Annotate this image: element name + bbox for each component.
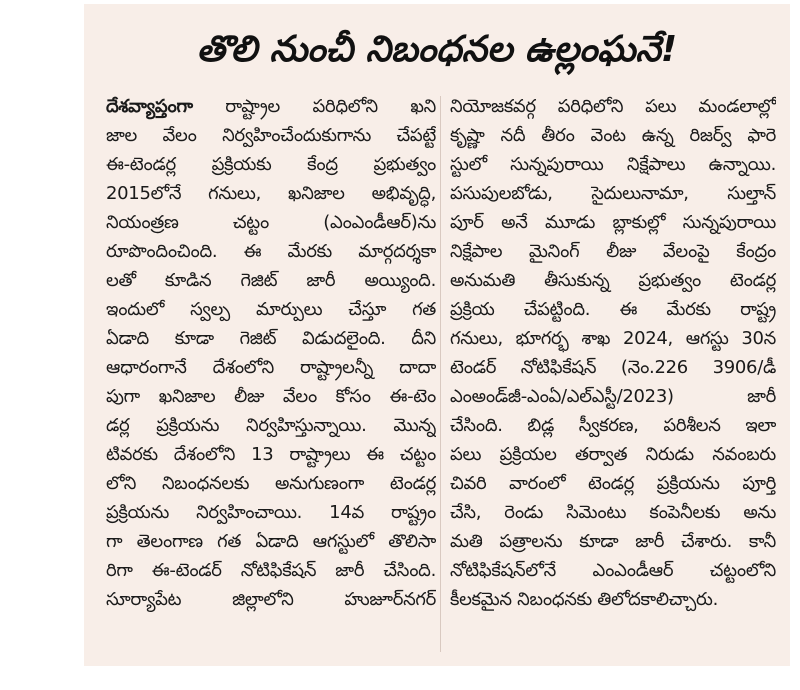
article-line: పసుపులబోడు, సైదులునామా, సుల్తాన్ [450,183,776,204]
article-line: చేసింది. బిడ్ల స్వీకరణ, పరిశీలన ఇలా [450,415,776,436]
article-line: 2015లోనే గనులు, ఖనిజాల అభివృద్ధి, [106,183,436,204]
article-line: ప్రక్రియను నిర్వహించాయి. 14వ రాష్ట్రం [106,502,436,523]
article-line: చివరి వారంలో టెండర్ల ప్రక్రియను పూర్తి [450,473,776,494]
article-line: నియోజకవర్గ పరిధిలోని పలు మండలాల్లో [450,96,776,117]
article-line: రిగా ఈ-టెండర్ నోటిఫికేషన్ జారీ చేసింది. [106,560,436,581]
article-line: ఇందులో స్వల్ప మార్పులు చేస్తూ గత [106,299,436,320]
article-line: ప్రక్రియ చేపట్టింది. ఈ మేరకు రాష్ట్ర [450,299,776,320]
article-line: డర్ల ప్రక్రియను నిర్వహిస్తున్నాయి. మొన్న [106,415,436,436]
article-line: చేసి, రెండు సిమెంటు కంపెనీలకు అను [450,502,776,523]
article-line: ఈ-టెండర్ల ప్రక్రియకు కేంద్ర ప్రభుత్వం [106,154,436,175]
article-line: రూపొందించింది. ఈ మేరకు మార్గదర్శకా [106,241,436,262]
article-line: ఏడాది కూడా గెజిట్ విడుదలైంది. దీని [106,328,436,349]
article-line: పలు ప్రక్రియల తర్వాత నిరుడు నవంబరు [450,444,776,465]
article-line: టెండర్ నోటిఫికేషన్ (నెం.226 3906/డీ [450,357,776,378]
article-line: కృష్ణా నదీ తీరం వెంట ఉన్న రిజర్వ్ ఫారె [450,125,776,146]
column-divider [440,96,441,652]
article-line: స్టులో సున్నపురాయి నిక్షేపాలు ఉన్నాయి. [450,154,776,175]
article-line: లతో కూడిన గెజిట్ జారీ అయ్యింది. [106,270,436,291]
lead-word: దేశవ్యాప్తంగా [106,96,193,117]
article-line: జాల వేలం నిర్వహించేందుకుగాను చేపట్టే [106,125,436,146]
article-line: మతి పత్రాలను కూడా జారీ చేశారు. కానీ [450,531,776,552]
article-line: కీలకమైన నిబంధనకు తిలోదకాలిచ్చారు. [450,589,718,610]
lead-line-rest: రాష్ట్రాల పరిధిలోని ఖని [225,96,436,117]
article-line: నియంత్రణ చట్టం (ఎంఎండీఆర్)ను [106,212,436,233]
article-line: పుగా ఖనిజాల లీజు వేలం కోసం ఈ-టెం [106,386,436,407]
article-line: సూర్యాపేట జిల్లాలోని హుజూర్‌నగర్ [106,589,436,610]
article-line: నోటిఫికేషన్‌లోనే ఎంఎండీఆర్ చట్టంలోని [450,560,776,581]
news-clipping [84,4,790,666]
article-line: టివరకు దేశంలోని 13 రాష్ట్రాలు ఈ చట్టం [106,444,436,465]
article-line: ఆధారంగానే దేశంలోని రాష్ట్రాలన్నీ దాదా [106,357,436,378]
article-line: నిక్షేపాల మైనింగ్ లీజు వేలంపై కేంద్రం [450,241,776,262]
article-line: అనుమతి తీసుకున్న ప్రభుత్వం టెండర్ల [450,270,776,291]
article-line: గా తెలంగాణ గత ఏడాది ఆగస్టులో తొలిసా [106,531,436,552]
article-line: పూర్ అనే మూడు బ్లాకుల్లో సున్నపురాయి [450,212,776,233]
article-column-left [106,92,436,614]
article-line: ఎంఅండ్‌జీ-ఎంఏ/ఎల్ఎస్టీ/2023) జారీ [450,386,776,407]
article-line [106,92,436,121]
article-line: లోని నిబంధనలకు అనుగుణంగా టెండర్ల [106,473,436,494]
article-column-right [450,92,776,614]
article-line: గనులు, భూగర్భ శాఖ 2024, ఆగస్టు 30న [450,328,776,349]
headline: తొలి నుంచీ నిబంధనల ఉల్లంఘనే! [196,29,678,70]
